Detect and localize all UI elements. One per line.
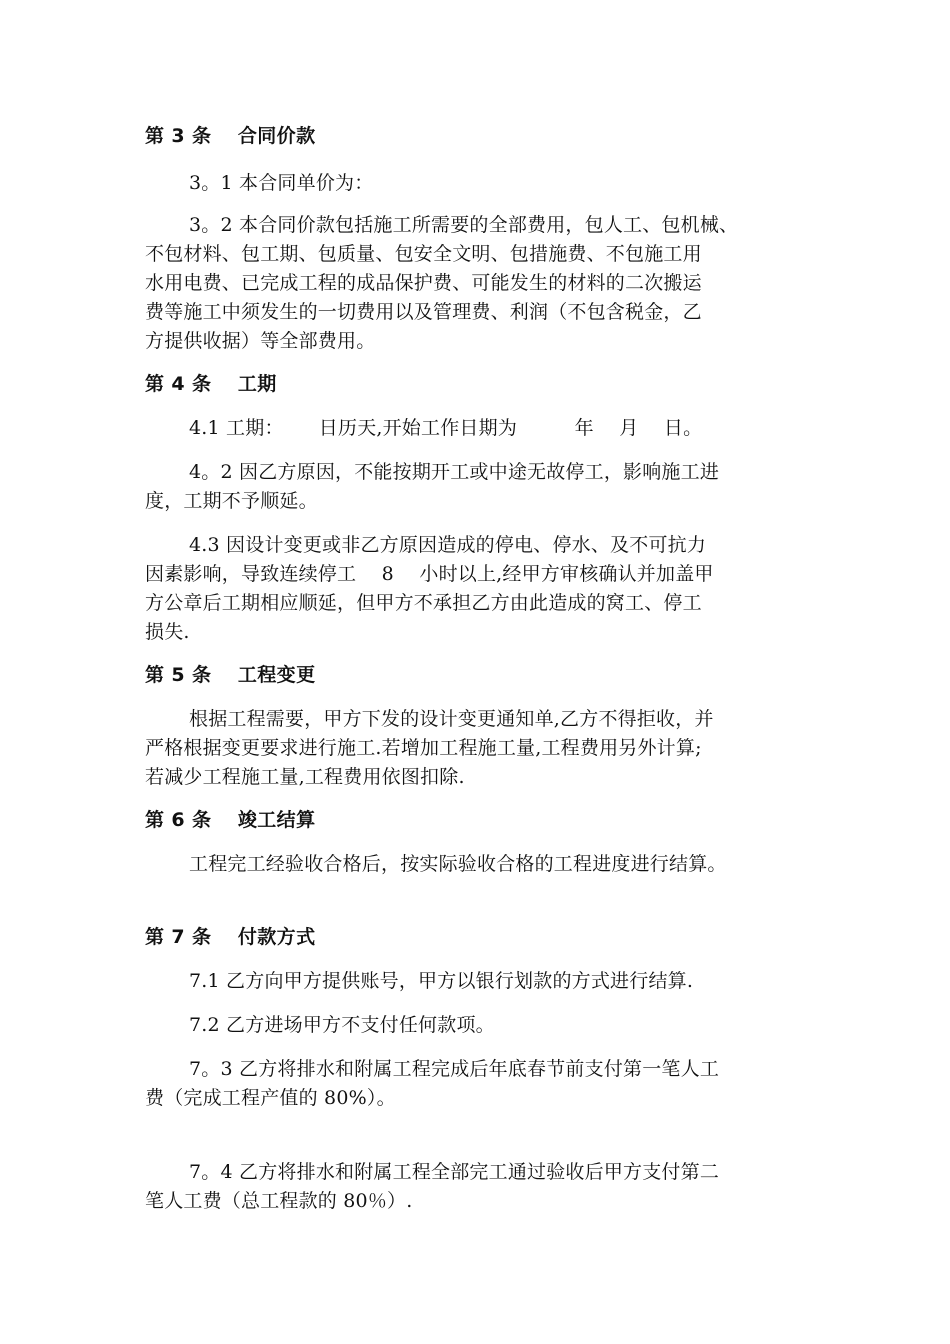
article-4-heading: 第 4 条 工期 (145, 373, 277, 395)
clause-3-2-line-4: 费等施工中须发生的一切费用以及管理费、利润（不包含税金，乙 (145, 301, 702, 323)
article-5-line-3: 若减少工程施工量,工程费用依图扣除. (145, 766, 465, 788)
article-7-heading: 第 7 条 付款方式 (145, 926, 316, 948)
clause-3-2-line-3: 水用电费、已完成工程的成品保护费、可能发生的材料的二次搬运 (145, 272, 702, 294)
article-5-line-2: 严格根据变更要求进行施工.若增加工程施工量,工程费用另外计算; (145, 737, 702, 759)
clause-7-3-line-2: 费（完成工程产值的 80%）。 (145, 1087, 396, 1109)
clause-7-3-line-1: 7。3 乙方将排水和附属工程完成后年底春节前支付第一笔人工 (189, 1058, 720, 1080)
clause-4-3-line-2: 因素影响，导致连续停工 8 小时以上,经甲方审核确认并加盖甲 (145, 563, 714, 585)
clause-4-3-line-1: 4.3 因设计变更或非乙方原因造成的停电、停水、及不可抗力 (189, 534, 707, 556)
clause-7-1: 7.1 乙方向甲方提供账号，甲方以银行划款的方式进行结算. (189, 970, 694, 992)
clause-3-1: 3。1 本合同单价为： (189, 172, 374, 194)
article-6-line-1: 工程完工经验收合格后，按实际验收合格的工程进度进行结算。 (189, 853, 727, 875)
clause-4-2-line-2: 度，工期不予顺延。 (145, 490, 318, 512)
clause-7-2: 7.2 乙方进场甲方不支付任何款项。 (189, 1014, 495, 1036)
clause-4-2-line-1: 4。2 因乙方原因，不能按期开工或中途无故停工，影响施工进 (189, 461, 720, 483)
article-6-heading: 第 6 条 竣工结算 (145, 809, 316, 831)
clause-3-2-line-5: 方提供收据）等全部费用。 (145, 330, 376, 352)
article-3-heading: 第 3 条 合同价款 (145, 125, 316, 147)
clause-4-3-line-4: 损失. (145, 621, 190, 643)
clause-3-2-line-1: 3。2 本合同价款包括施工所需要的全部费用，包人工、包机械、 (189, 214, 739, 236)
clause-3-2-line-2: 不包材料、包工期、包质量、包安全文明、包措施费、不包施工用 (145, 243, 702, 265)
article-5-line-1: 根据工程需要，甲方下发的设计变更通知单,乙方不得拒收，并 (189, 708, 714, 730)
clause-4-3-line-3: 方公章后工期相应顺延，但甲方不承担乙方由此造成的窝工、停工 (145, 592, 702, 614)
clause-7-4-line-2: 笔人工费（总工程款的 80％）. (145, 1190, 413, 1212)
clause-7-4-line-1: 7。4 乙方将排水和附属工程全部完工通过验收后甲方支付第二 (189, 1161, 720, 1183)
article-5-heading: 第 5 条 工程变更 (145, 664, 316, 686)
clause-4-1: 4.1 工期： 日历天,开始工作日期为 年 月 日。 (189, 417, 703, 439)
